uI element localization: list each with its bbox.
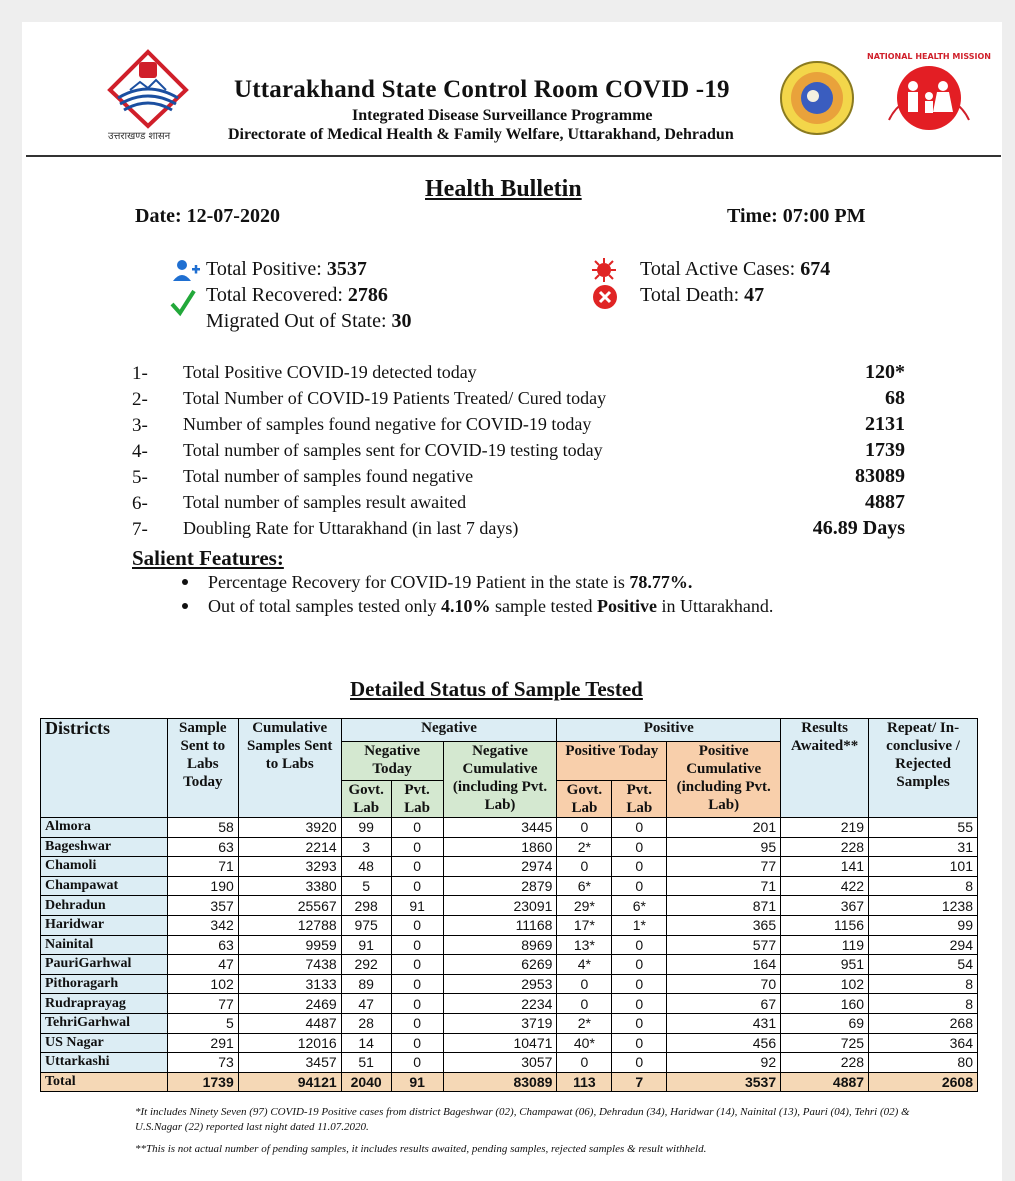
cell-sample-sent: 77 [167, 994, 238, 1014]
list-item-text: Number of samples found negative for COVID-19 today [183, 414, 592, 434]
cell-sample-sent: 73 [167, 1053, 238, 1073]
header-cumulative-samples: Cumulative Samples Sent to Labs [238, 719, 341, 818]
header-sample-sent: Sample Sent to Labs Today [167, 719, 238, 818]
cell-negative-cumulative: 6269 [443, 955, 557, 975]
cell-sample-sent: 71 [167, 857, 238, 877]
death-cross-icon [592, 284, 618, 310]
cell-repeat-rejected: 101 [869, 857, 978, 877]
cell-repeat-rejected: 1238 [869, 896, 978, 916]
total-active [640, 258, 830, 281]
cell-district: Nainital [41, 935, 168, 955]
list-item-value: 2131 [865, 413, 905, 435]
nhm-logo-text: NATIONAL HEALTH MISSION [867, 52, 991, 61]
cell-positive-cumulative: 77 [667, 857, 781, 877]
cell-pos-pvt-lab: 0 [612, 1053, 667, 1073]
cell-negative-cumulative: 3445 [443, 818, 557, 838]
cell-negative-cumulative: 3057 [443, 1053, 557, 1073]
cell-neg-pvt-lab: 0 [391, 818, 443, 838]
cell-pos-pvt-lab: 6* [612, 896, 667, 916]
cell-neg-pvt-lab: 0 [391, 837, 443, 857]
cell-neg-pvt-lab: 0 [391, 955, 443, 975]
header-title: Uttarakhand State Control Room COVID -19 [234, 76, 730, 103]
cell-cumulative-samples: 2469 [238, 994, 341, 1014]
cell-sample-sent: 58 [167, 818, 238, 838]
cell-positive-cumulative: 70 [667, 974, 781, 994]
cell-cumulative-samples: 4487 [238, 1013, 341, 1033]
list-item-num: 1- [132, 363, 148, 384]
cell-pos-pvt-lab: 0 [612, 1033, 667, 1053]
cell-district: Total [41, 1072, 168, 1092]
cell-repeat-rejected: 294 [869, 935, 978, 955]
cell-neg-pvt-lab: 0 [391, 1053, 443, 1073]
cell-results-awaited: 422 [781, 876, 869, 896]
cell-neg-govt-lab: 975 [341, 915, 391, 935]
bullet-dot-icon [182, 579, 188, 585]
cell-pos-govt-lab: 0 [557, 857, 612, 877]
list-item-num: 3- [132, 415, 148, 436]
table-row [41, 837, 978, 857]
total-positive [206, 258, 367, 281]
table-row [41, 1013, 978, 1033]
header-pos-govt-lab: Govt. Lab [557, 781, 612, 818]
salient-bullet-recovery [182, 572, 692, 593]
cell-negative-cumulative: 83089 [443, 1072, 557, 1092]
health-bulletin-heading: Health Bulletin [425, 176, 582, 202]
cell-pos-govt-lab: 40* [557, 1033, 612, 1053]
cell-neg-govt-lab: 99 [341, 818, 391, 838]
cell-cumulative-samples: 12788 [238, 915, 341, 935]
table-title: Detailed Status of Sample Tested [350, 677, 643, 701]
cell-cumulative-samples: 3380 [238, 876, 341, 896]
bullet-dot-icon [182, 603, 188, 609]
table-row [41, 974, 978, 994]
cell-neg-govt-lab: 292 [341, 955, 391, 975]
cell-pos-pvt-lab: 0 [612, 955, 667, 975]
cell-repeat-rejected: 8 [869, 994, 978, 1014]
list-item-text: Total number of samples sent for COVID-19 testing today [183, 440, 603, 460]
cell-negative-cumulative: 3719 [443, 1013, 557, 1033]
cell-cumulative-samples: 12016 [238, 1033, 341, 1053]
cell-pos-pvt-lab: 0 [612, 876, 667, 896]
cell-neg-pvt-lab: 91 [391, 1072, 443, 1092]
cell-repeat-rejected: 31 [869, 837, 978, 857]
cell-pos-pvt-lab: 1* [612, 915, 667, 935]
table-row [41, 994, 978, 1014]
add-person-icon [172, 259, 202, 283]
cell-results-awaited: 69 [781, 1013, 869, 1033]
cell-results-awaited: 1156 [781, 915, 869, 935]
cell-cumulative-samples: 3133 [238, 974, 341, 994]
cell-positive-cumulative: 71 [667, 876, 781, 896]
list-item-num: 4- [132, 441, 148, 462]
table-row [41, 955, 978, 975]
list-item-value: 46.89 Days [812, 517, 905, 539]
header-subtitle-idsp: Integrated Disease Surveillance Programme [352, 107, 653, 124]
uttarakhand-emblem-icon [106, 50, 190, 128]
total-active-label: Total Active Cases: [640, 258, 801, 280]
cell-district: Pithoragarh [41, 974, 168, 994]
cell-cumulative-samples: 7438 [238, 955, 341, 975]
cell-neg-pvt-lab: 0 [391, 857, 443, 877]
migrated-value: 30 [391, 310, 412, 332]
bulletin-date: Date: 12-07-2020 [135, 205, 280, 227]
cell-cumulative-samples: 9959 [238, 935, 341, 955]
list-item-num: 6- [132, 493, 148, 514]
table-row [41, 1053, 978, 1073]
cell-neg-pvt-lab: 0 [391, 876, 443, 896]
header-positive-today: Positive Today [557, 742, 667, 781]
cell-sample-sent: 342 [167, 915, 238, 935]
left-logo-caption: उत्तराखण्ड शासन [108, 131, 171, 142]
migrated-label: Migrated Out of State: [206, 310, 392, 332]
cell-repeat-rejected: 2608 [869, 1072, 978, 1092]
cell-negative-cumulative: 2879 [443, 876, 557, 896]
list-item-text: Total Positive COVID-19 detected today [183, 362, 477, 382]
cell-positive-cumulative: 456 [667, 1033, 781, 1053]
cell-district: Dehradun [41, 896, 168, 916]
cell-sample-sent: 291 [167, 1033, 238, 1053]
cell-results-awaited: 219 [781, 818, 869, 838]
header-districts: Districts [41, 719, 168, 818]
cell-pos-govt-lab: 17* [557, 915, 612, 935]
cell-results-awaited: 102 [781, 974, 869, 994]
cell-district: TehriGarhwal [41, 1013, 168, 1033]
total-death-value: 47 [744, 284, 765, 306]
cell-cumulative-samples: 25567 [238, 896, 341, 916]
cell-results-awaited: 228 [781, 837, 869, 857]
table-row [41, 935, 978, 955]
cell-district: Haridwar [41, 915, 168, 935]
positivity-percentage: 4.10% [440, 596, 491, 616]
cell-negative-cumulative: 8969 [443, 935, 557, 955]
header-negative-cumulative: Negative Cumulative (including Pvt. Lab) [443, 742, 557, 818]
list-item-value: 68 [885, 387, 905, 409]
positive-word: Positive [596, 596, 657, 616]
cell-results-awaited: 367 [781, 896, 869, 916]
list-item-value: 120* [865, 361, 905, 383]
header-subtitle-directorate: Directorate of Medical Health & Family Welfare, Uttarakhand, Dehradun [228, 126, 734, 143]
cell-neg-pvt-lab: 0 [391, 1033, 443, 1053]
cell-negative-cumulative: 11168 [443, 915, 557, 935]
cell-sample-sent: 63 [167, 935, 238, 955]
cell-pos-pvt-lab: 7 [612, 1072, 667, 1092]
cell-positive-cumulative: 431 [667, 1013, 781, 1033]
cell-positive-cumulative: 365 [667, 915, 781, 935]
cell-pos-govt-lab: 0 [557, 1053, 612, 1073]
migrated-out [206, 310, 412, 333]
cell-repeat-rejected: 54 [869, 955, 978, 975]
table-row [41, 915, 978, 935]
bullet-text: in Uttarakhand. [656, 596, 774, 616]
cell-repeat-rejected: 8 [869, 974, 978, 994]
cell-pos-govt-lab: 13* [557, 935, 612, 955]
cell-neg-pvt-lab: 0 [391, 935, 443, 955]
cell-pos-govt-lab: 0 [557, 818, 612, 838]
cell-cumulative-samples: 2214 [238, 837, 341, 857]
cell-pos-govt-lab: 2* [557, 837, 612, 857]
total-death [640, 284, 764, 307]
header-repeat-rejected: Repeat/ In- conclusive / Rejected Samples [869, 719, 978, 818]
cell-neg-pvt-lab: 0 [391, 915, 443, 935]
cell-pos-govt-lab: 0 [557, 974, 612, 994]
cell-neg-pvt-lab: 0 [391, 974, 443, 994]
cell-neg-govt-lab: 91 [341, 935, 391, 955]
cell-sample-sent: 190 [167, 876, 238, 896]
footnote-pending-samples: **This is not actual number of pending samples, it includes results awaited, pending samples, rejected samples & result withheld. [135, 1143, 707, 1155]
bulletin-page [22, 22, 1002, 1181]
cell-negative-cumulative: 2953 [443, 974, 557, 994]
header-pos-pvt-lab: Pvt. Lab [612, 781, 667, 818]
list-item-text: Doubling Rate for Uttarakhand (in last 7 days) [183, 518, 519, 538]
cell-cumulative-samples: 3920 [238, 818, 341, 838]
list-item-text: Total number of samples found negative [183, 466, 474, 486]
recovery-percentage: 78.77%. [629, 572, 693, 592]
salient-features-heading: Salient Features: [132, 546, 284, 570]
cell-positive-cumulative: 871 [667, 896, 781, 916]
bullet-text: Out of total samples tested only [208, 596, 441, 616]
header-positive: Positive [557, 719, 781, 742]
cell-cumulative-samples: 3457 [238, 1053, 341, 1073]
cell-results-awaited: 119 [781, 935, 869, 955]
total-positive-value: 3537 [326, 258, 367, 280]
table-row [41, 857, 978, 877]
cell-negative-cumulative: 10471 [443, 1033, 557, 1053]
cell-neg-govt-lab: 14 [341, 1033, 391, 1053]
cell-sample-sent: 1739 [167, 1072, 238, 1092]
idsp-logo-icon [777, 58, 857, 138]
list-item-value: 83089 [855, 465, 905, 487]
cell-positive-cumulative: 577 [667, 935, 781, 955]
cell-neg-govt-lab: 2040 [341, 1072, 391, 1092]
total-recovered [206, 284, 388, 307]
cell-district: Champawat [41, 876, 168, 896]
virus-icon [590, 256, 618, 284]
cell-neg-pvt-lab: 0 [391, 994, 443, 1014]
nhm-logo-icon [867, 50, 991, 142]
cell-neg-govt-lab: 48 [341, 857, 391, 877]
cell-sample-sent: 47 [167, 955, 238, 975]
cell-results-awaited: 951 [781, 955, 869, 975]
total-active-value: 674 [800, 258, 831, 280]
table-row [41, 818, 978, 838]
footnote-included-cases: *It includes Ninety Seven (97) COVID-19 Positive cases from district Bageshwar (02), Champawat (06), Dehradun (34), Haridwar (14), Nainital (13), Pauri (04), Tehri (02) & U.S.Nagar (22) reported last night dated 11.07.2020. [135, 1106, 910, 1133]
cell-repeat-rejected: 55 [869, 818, 978, 838]
cell-pos-pvt-lab: 0 [612, 857, 667, 877]
cell-repeat-rejected: 364 [869, 1033, 978, 1053]
cell-neg-govt-lab: 298 [341, 896, 391, 916]
cell-pos-pvt-lab: 0 [612, 974, 667, 994]
cell-results-awaited: 228 [781, 1053, 869, 1073]
list-item-num: 7- [132, 519, 148, 540]
cell-cumulative-samples: 3293 [238, 857, 341, 877]
cell-pos-govt-lab: 2* [557, 1013, 612, 1033]
table-row [41, 1033, 978, 1053]
cell-district: US Nagar [41, 1033, 168, 1053]
cell-negative-cumulative: 23091 [443, 896, 557, 916]
cell-sample-sent: 5 [167, 1013, 238, 1033]
cell-pos-pvt-lab: 0 [612, 935, 667, 955]
bullet-text: sample tested [490, 596, 597, 616]
cell-pos-govt-lab: 4* [557, 955, 612, 975]
total-recovered-label: Total Recovered: [206, 284, 348, 306]
table-row [41, 896, 978, 916]
cell-neg-govt-lab: 28 [341, 1013, 391, 1033]
header-neg-govt-lab: Govt. Lab [341, 781, 391, 818]
header-divider [26, 155, 1001, 157]
list-item-value: 4887 [865, 491, 905, 513]
cell-sample-sent: 357 [167, 896, 238, 916]
cell-district: Chamoli [41, 857, 168, 877]
cell-results-awaited: 4887 [781, 1072, 869, 1092]
total-death-label: Total Death: [640, 284, 745, 306]
cell-pos-pvt-lab: 0 [612, 837, 667, 857]
cell-district: PauriGarhwal [41, 955, 168, 975]
cell-negative-cumulative: 1860 [443, 837, 557, 857]
cell-sample-sent: 102 [167, 974, 238, 994]
cell-repeat-rejected: 80 [869, 1053, 978, 1073]
list-item-text: Total Number of COVID-19 Patients Treated/ Cured today [183, 388, 607, 408]
cell-positive-cumulative: 95 [667, 837, 781, 857]
list-item-text: Total number of samples result awaited [183, 492, 467, 512]
header-neg-pvt-lab: Pvt. Lab [391, 781, 443, 818]
header-negative: Negative [341, 719, 557, 742]
table-row [41, 1072, 978, 1092]
list-item-num: 5- [132, 467, 148, 488]
cell-pos-govt-lab: 0 [557, 994, 612, 1014]
cell-positive-cumulative: 3537 [667, 1072, 781, 1092]
salient-bullet-positivity [182, 596, 773, 617]
cell-pos-pvt-lab: 0 [612, 1013, 667, 1033]
cell-district: Bageshwar [41, 837, 168, 857]
cell-positive-cumulative: 201 [667, 818, 781, 838]
cell-results-awaited: 160 [781, 994, 869, 1014]
cell-positive-cumulative: 67 [667, 994, 781, 1014]
list-item-value: 1739 [865, 439, 905, 461]
sample-status-table [40, 718, 978, 1092]
cell-neg-pvt-lab: 0 [391, 1013, 443, 1033]
cell-pos-govt-lab: 6* [557, 876, 612, 896]
cell-positive-cumulative: 92 [667, 1053, 781, 1073]
cell-district: Uttarkashi [41, 1053, 168, 1073]
cell-negative-cumulative: 2234 [443, 994, 557, 1014]
header-negative-today: Negative Today [341, 742, 443, 781]
cell-neg-govt-lab: 89 [341, 974, 391, 994]
cell-pos-govt-lab: 29* [557, 896, 612, 916]
cell-neg-govt-lab: 3 [341, 837, 391, 857]
cell-neg-govt-lab: 5 [341, 876, 391, 896]
cell-pos-pvt-lab: 0 [612, 818, 667, 838]
header-results-awaited: Results Awaited** [781, 719, 869, 818]
cell-neg-govt-lab: 51 [341, 1053, 391, 1073]
cell-cumulative-samples: 94121 [238, 1072, 341, 1092]
total-recovered-value: 2786 [347, 284, 388, 306]
cell-district: Almora [41, 818, 168, 838]
cell-pos-pvt-lab: 0 [612, 994, 667, 1014]
list-item-num: 2- [132, 389, 148, 410]
cell-pos-govt-lab: 113 [557, 1072, 612, 1092]
cell-repeat-rejected: 268 [869, 1013, 978, 1033]
cell-repeat-rejected: 8 [869, 876, 978, 896]
bullet-text: Percentage Recovery for COVID-19 Patient in the state is [208, 572, 630, 592]
cell-neg-govt-lab: 47 [341, 994, 391, 1014]
bulletin-time: Time: 07:00 PM [727, 205, 866, 227]
cell-sample-sent: 63 [167, 837, 238, 857]
check-icon [170, 288, 196, 316]
cell-results-awaited: 725 [781, 1033, 869, 1053]
cell-district: Rudraprayag [41, 994, 168, 1014]
cell-neg-pvt-lab: 91 [391, 896, 443, 916]
cell-positive-cumulative: 164 [667, 955, 781, 975]
cell-repeat-rejected: 99 [869, 915, 978, 935]
cell-results-awaited: 141 [781, 857, 869, 877]
cell-negative-cumulative: 2974 [443, 857, 557, 877]
header-positive-cumulative: Positive Cumulative (including Pvt. Lab) [667, 742, 781, 818]
table-row [41, 876, 978, 896]
total-positive-label: Total Positive: [206, 258, 327, 280]
